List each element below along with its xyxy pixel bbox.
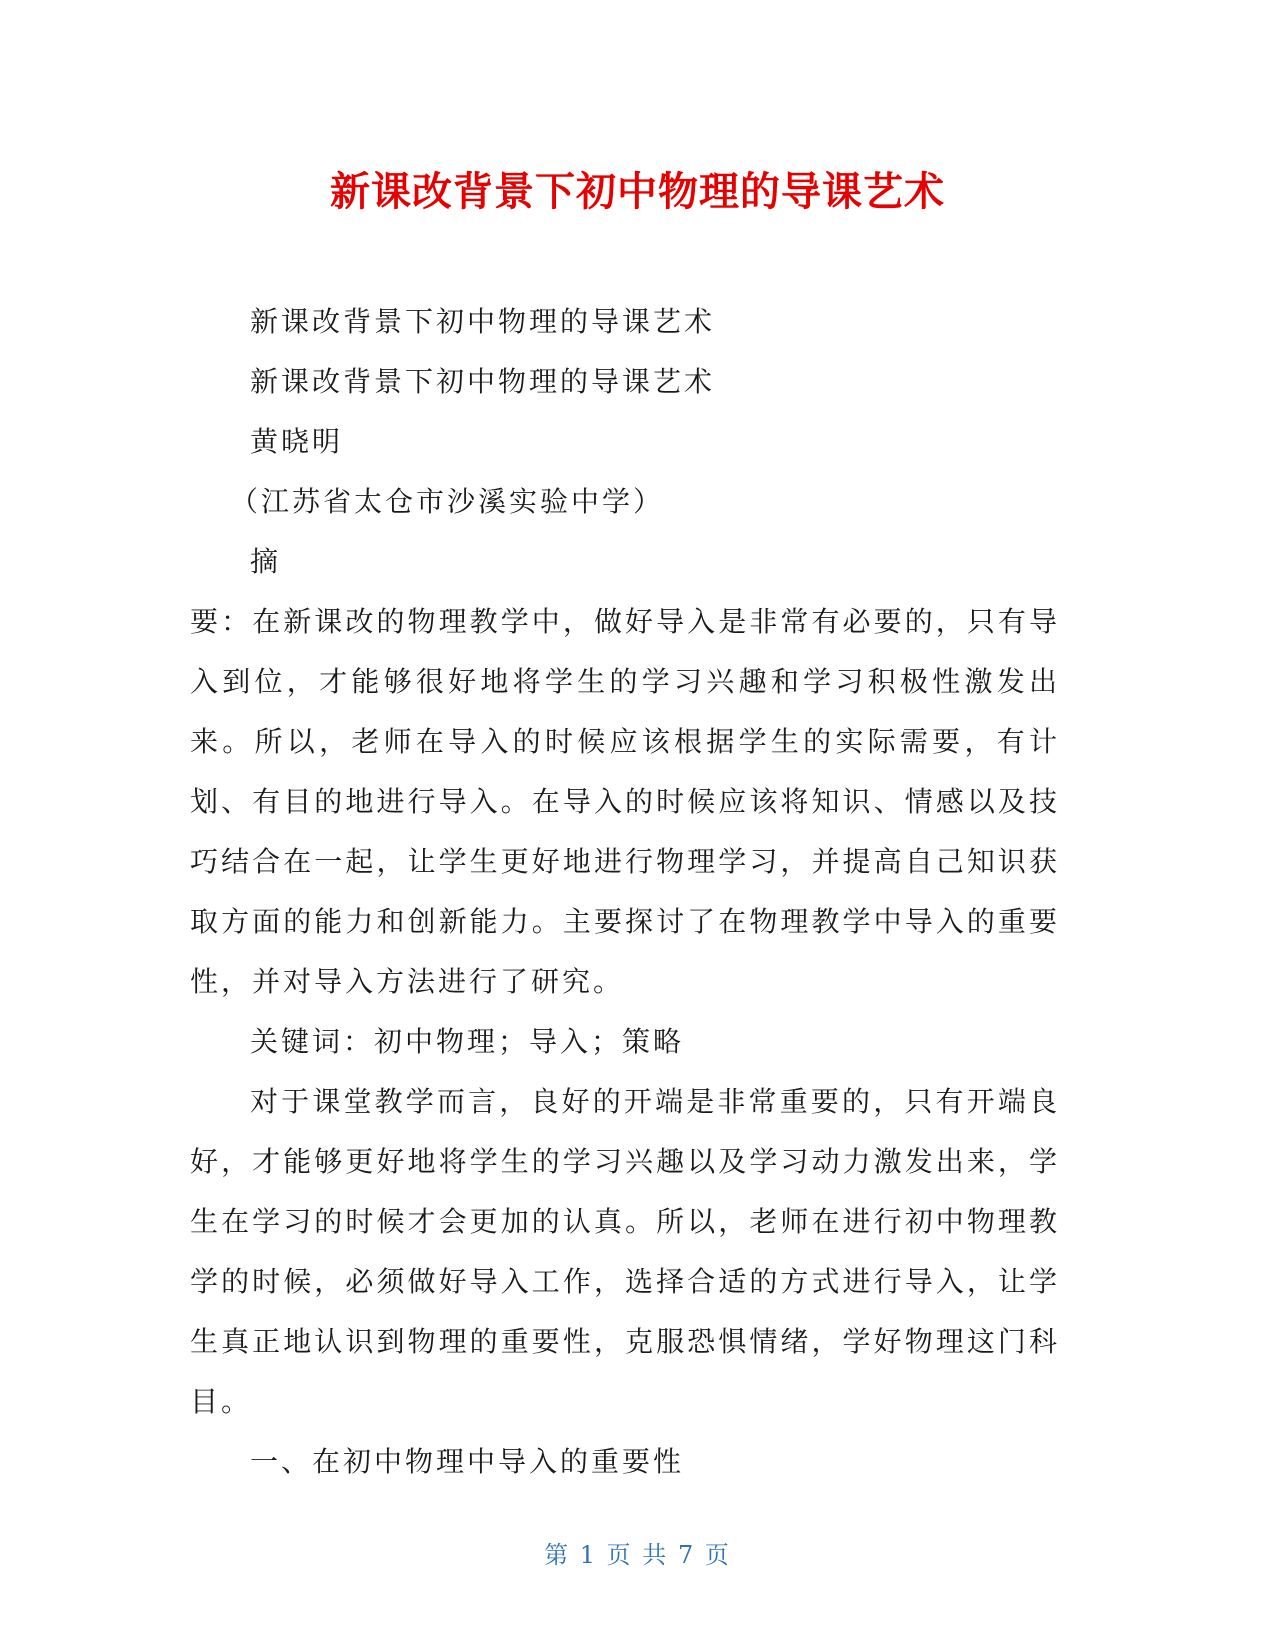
document-title: 新课改背景下初中物理的导课艺术 (330, 169, 945, 215)
section-heading: 一、在初中物理中导入的重要性 (250, 1445, 685, 1478)
page-footer: 第 1 页 共 7 页 (544, 1541, 731, 1569)
body-paragraph: 对于课堂教学而言，良好的开端是非常重要的，只有开端良好，才能够更好地将学生的学习兴趣以及学习动力激发出来，学生在学习的时候才会更加的认真。所以，老师在进行初中物理教学的时候，必须做好导入工作，选择合适的方式进行导入，让学生真正地认识到物理的重要性，克服恐惧情绪，学好物理这门科目。 (190, 1085, 1060, 1418)
author-affiliation: （江苏省太仓市沙溪实验中学） (230, 485, 665, 518)
author-name: 黄晓明 (250, 425, 344, 458)
document-body (190, 292, 1060, 1492)
abstract-heading: 摘 (250, 545, 282, 578)
abstract-paragraph: 要：在新课改的物理教学中，做好导入是非常有必要的，只有导入到位，才能够很好地将学生的学习兴趣和学习积极性激发出来。所以，老师在导入的时候应该根据学生的实际需要，有计划、有目的地进行导入。在导入的时候应该将知识、情感以及技巧结合在一起，让学生更好地进行物理学习，并提高自己知识获取方面的能力和创新能力。主要探讨了在物理教学中导入的重要性，并对导入方法进行了研究。 (190, 605, 1060, 998)
subtitle-line: 新课改背景下初中物理的导课艺术 (250, 305, 716, 338)
subtitle-line: 新课改背景下初中物理的导课艺术 (250, 365, 716, 398)
keywords-line: 关键词：初中物理；导入；策略 (250, 1025, 685, 1058)
